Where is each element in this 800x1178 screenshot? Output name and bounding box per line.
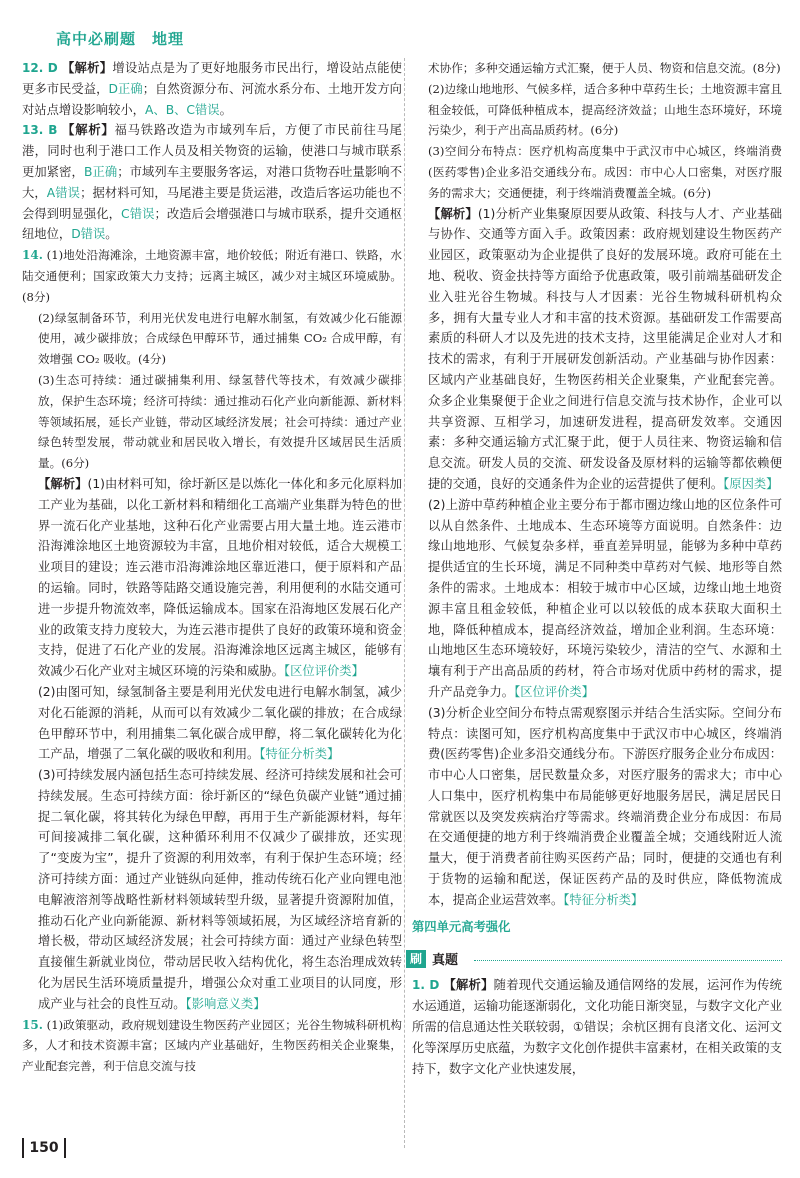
- category-tag: 【区位评价类】: [514, 684, 595, 699]
- text: 。: [105, 227, 118, 242]
- text: 随着现代交通运输及通信网络的发展，运河作为传统水运通道，运输功能逐渐弱化，文化功能日渐突显，与数字文化产业所需的信息通达性关联较弱，①错误；余杭区拥有良渚文化、运河文化等深厚历史底蕴，为数字文化创作提供丰富素材，在相关政策的支持下，数字文化产业快速发展，: [412, 978, 782, 1076]
- question-number: 15.: [22, 1017, 43, 1032]
- page-header: [56, 10, 756, 48]
- text: ；市域列车主要服务客运，对港口货物吞吐量影响不大，: [22, 164, 402, 200]
- judgement: B正确: [83, 164, 118, 179]
- brush-icon: 刷: [406, 950, 426, 968]
- text: (1)由材料可知，徐圩新区是以炼化一体化和多元化原料加工产业为基础，以化工新材料和精细化工高端产业集群为特色的世界一流石化产业基地，这种石化产业需要占用大量土地。连云港市沿海滩涂地区土地资源较为丰富，且地价相对较低，适合大规模工业项目的建设；连云港市沿海滩涂地区靠近港口，便于原料和产品的运输。同时，铁路等陆路交通设施完善，利用便利的水陆交通可进一步提升物流效率，降低运输成本。国家在沿海地区发展石化产业的政策支持力度较大，为连云港市提供了良好的政策环境和资金支持，促进了石化产业的发展。沿海滩涂地区远离主城区，能够有效减少石化产业对主城区环境的污染和威胁。: [38, 476, 402, 679]
- analysis-label: 【解析】: [62, 123, 115, 138]
- text: (1)分析产业集聚原因要从政策、科技与人才、产业基础与协作、交通等方面入手。政策因素：政府规划建设生物医药产业园区，政策驱动为企业提供了良好的发展环境。政府可能在土地、税收、资金扶持等方面给予优惠政策，吸引前端基础研发企业入驻光谷生物城。科技与人才因素：光谷生物城科研机构众多，拥有大量专业人才和丰富的技术资源。基础研发工作需要高素质的科研人才以及先进的技术支持，这里能满足企业对人才和技术的需求，有利于开展研发创新活动。产业基础与协作因素：区域内产业基础良好，生物医药相关企业聚集，产业配套完善。众多企业集聚便于企业之间进行信息交流与技术协作，企业可以共享资源、互相学习，加速研发进程，提高研发效率。交通因素：多种交通运输方式汇聚于此，便于人员往来、物资运输和信息交流。研发人员的交流、研发设备及原材料的运输等都依赖便捷的交通，良好的交通条件为企业的运营提供了便利。: [428, 206, 782, 491]
- zhenti-header: [409, 947, 782, 973]
- category-tag: 【影响意义类】: [185, 996, 266, 1011]
- q15-answer-2: (2)边缘山地地形、气候多样，适合多种中草药生长；土地资源丰富且租金较低，可降低种植成本，提高经济效益；山地生态环境好，环境污染少，利于产出高品质药材。(6分): [428, 81, 782, 138]
- zhenti-label: 真题: [432, 953, 459, 969]
- q15-answer-1-cont: 术协作；多种交通运输方式汇聚，便于人员、物资和信息交流。(8分): [428, 61, 781, 75]
- column-divider: [404, 58, 405, 1148]
- text: (2)上游中草药种植企业主要分布于都市圈边缘山地的区位条件可以从自然条件、土地成本、生态环境等方面说明。自然条件：边缘山地地形、气候复杂多样，垂直差异明显，能够为多种中草药提供适宜的生长环境，满足不同种类中草药对气候、地形等自然条件的需求。土地成本：相较于城市中心区域，边缘山地土地资源丰富且租金较低，种植企业可以以较低的成本获取大面积土地，降低种植成本，提高经济效益，增加企业利润。生态环境：山地地区生态环境较好，环境污染较少，清洁的空气、水源和土壤有利于产出高品质的药材，符合市场对优质中药材的需求，提升产品竞争力。: [428, 497, 782, 699]
- category-tag: 【原因类】: [723, 476, 779, 491]
- text: 增设站点是为了更好地服务市民出行，增设站点能使更多市民受益，: [22, 61, 402, 96]
- category-tag: 【特征分析类】: [563, 892, 644, 907]
- text: (3)分析企业空间分布特点需观察图示并结合生活实际。空间分布特点：读图可知，医疗机构高度集中于武汉市中心城区，终端消费(医药零售)企业多沿交通线分布。下游医疗服务企业分布成因：市中心人口密集，居民数量众多，对医疗服务的需求大；市中心人口集中，医疗机构集中布局能够更好地服务居民，满足居民日常就医以及突发疾病治疗等需求。终端消费企业分布成因：布局在交通便捷的地方利于终端消费企业覆盖全城；交通线附近人流量大，便于消费者前往购买医药产品；同时，便捷的交通也有利于货物的运输和配送，保证医药产品的及时供应，降低物流成本，提高企业运营效率。: [428, 705, 782, 907]
- analysis-label: 【解析】: [61, 61, 113, 75]
- text: ；自然资源分布、河流水系分布、土地开发方向对站点增设影响较小，: [22, 81, 402, 117]
- q14-explanation-3: [22, 765, 402, 1015]
- judgement: A错误: [46, 185, 81, 200]
- category-tag: 【特征分析类】: [259, 747, 340, 762]
- text: 福马铁路改造为市域列车后，方便了市民前往马尾港，同时也利于港口工作人员及相关物资的运输，使港口与城市联系更加紧密，: [22, 123, 402, 179]
- question-number: 12. D: [22, 61, 58, 75]
- q15-answer-1: [22, 1015, 402, 1077]
- section-title: 第四单元高考强化: [412, 919, 511, 934]
- q12-answer: [22, 58, 402, 120]
- q15-explanation-1: [412, 204, 782, 495]
- dotted-rule: [474, 960, 782, 961]
- q14-answer-2: (2)绿氢制备环节，利用光伏发电进行电解水制氢，有效减少化石能源使用，减少碳排放；合成绿色甲醇环节，通过捕集 CO₂ 合成甲醇，有效增强 CO₂ 吸收。(4分): [38, 310, 402, 367]
- q15-explanation-3: [412, 703, 782, 911]
- right-column: [409, 58, 782, 1079]
- text: (1)地处沿海滩涂，土地资源丰富，地价较低；附近有港口、铁路，水陆交通便利；国家政策大力支持；远离主城区，减少对主城区环境威胁。(8分): [22, 248, 402, 304]
- book-title: 高中必刷题 地理: [56, 30, 185, 48]
- judgement: A、B、C错误: [144, 102, 220, 117]
- text: (2)由图可知，绿氢制备主要是利用光伏发电进行电解水制氢，减少对化石能源的消耗，从而可以有效减少二氧化碳的排放；在合成绿色甲醇环节中，利用捕集二氧化碳合成甲醇，将二氧化碳转化为化工产品，增强了二氧化碳的吸收和利用。: [38, 684, 402, 762]
- judgement: D正确: [108, 81, 143, 96]
- analysis-label: 【解析】: [428, 206, 478, 221]
- q15-answer-3: (3)空间分布特点：医疗机构高度集中于武汉市中心城区，终端消费(医药零售)企业多沿交通线分布。成因：市中心人口密集，对医疗服务的需求大；交通便捷，利于终端消费覆盖全城。(6分): [428, 144, 782, 200]
- judgement: C错误: [121, 206, 155, 221]
- category-tag: 【区位评价类】: [283, 664, 364, 679]
- judgement: D错误: [71, 227, 106, 242]
- q1-answer: [412, 975, 782, 1079]
- text: ；据材料可知，马尾港主要是货运港，改造后客运功能也不会得到明显强化，: [22, 185, 402, 221]
- q13-answer: [22, 120, 402, 245]
- page-number: 150: [22, 1138, 66, 1158]
- text: ；改造后会增强港口与城市联系，提升交通枢纽地位，: [22, 206, 402, 242]
- left-column: [22, 58, 402, 1077]
- question-number: 14.: [22, 248, 43, 263]
- analysis-label: 【解析】: [38, 476, 88, 491]
- q14-explanation-2: [22, 682, 402, 765]
- q14-answer-1: [22, 245, 402, 307]
- text: (1)政策驱动，政府规划建设生物医药产业园区；光谷生物城科研机构多，人才和技术资源丰富；区域内产业基础好，生物医药相关企业聚集，产业配套完善，利于信息交流与技: [22, 1017, 402, 1074]
- q14-explanation-1: [22, 474, 402, 682]
- question-number: 1. D: [412, 978, 440, 993]
- question-number: 13. B: [22, 123, 58, 138]
- analysis-label: 【解析】: [443, 978, 494, 993]
- text: 。: [219, 102, 232, 117]
- q14-answer-3: (3)生态可持续：通过碳捕集利用、绿氢替代等技术，有效减少碳排放，保护生态环境；经济可持续：通过推动石化产业向新能源、新材料等领域拓展，延长产业链，带动区域经济发展；社会可持续：通过产业绿色转型发展，带动就业和居民收入增长，有效提升区域居民生活质量。(6分): [38, 372, 402, 471]
- q15-explanation-2: [412, 495, 782, 703]
- text: (3)可持续发展内涵包括生态可持续发展、经济可持续发展和社会可持续发展。生态可持续方面：徐圩新区的“绿色负碳产业链”通过捕捉二氧化碳，将其转化为绿色甲醇，再用于生产新能源材料，每年可间接减排二氧化碳，这种循环利用不仅减少了碳排放，还实现了“变废为宝”，提升了资源的利用效率，有利于保护生态环境；经济可持续方面：通过产业链纵向延伸，推动传统石化产业向锂电池电解液溶剂等战略性新材料领域转型升级，显著提升资源附加值，推动石化产业向新能源、新材料等领域拓展，为区域经济培育新的增长极，带动区域经济发展；社会可持续方面：通过产业绿色转型直接催生新就业岗位，带动居民收入结构优化，将生态治理成效转化为居民生活环境质量提升，增强公众对重工业项目的认同度，形成产业与社会的良性互动。: [38, 768, 402, 1011]
